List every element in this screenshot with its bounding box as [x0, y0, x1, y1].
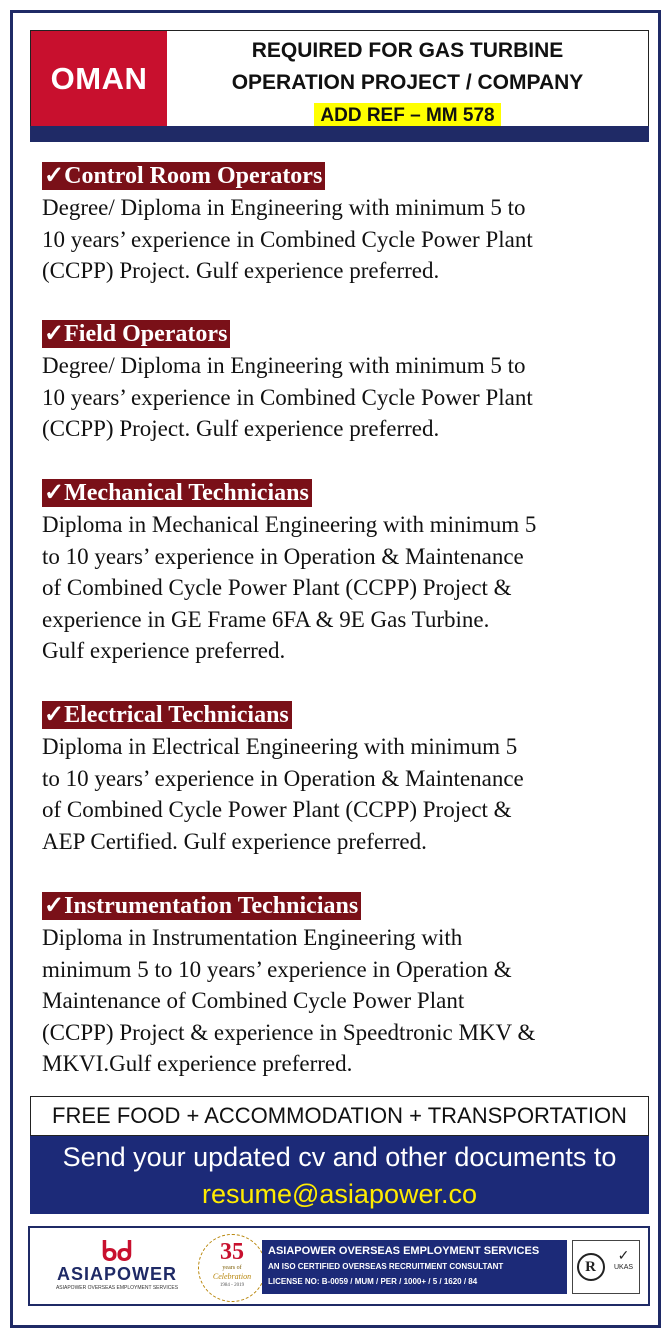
- certification-marks: [572, 1240, 640, 1294]
- description-line: Degree/ Diploma in Engineering with minimum 5 to: [42, 195, 526, 220]
- position-title: ✓Mechanical Technicians: [42, 479, 312, 507]
- description-line: (CCPP) Project. Gulf experience preferred.: [42, 258, 440, 283]
- description-line: (CCPP) Project. Gulf experience preferred.: [42, 416, 440, 441]
- description-line: 10 years’ experience in Combined Cycle Power Plant: [42, 384, 533, 410]
- description-line: Diploma in Instrumentation Engineering with: [42, 925, 463, 950]
- apply-banner: [30, 1136, 649, 1214]
- position-description: [42, 731, 642, 857]
- email-link[interactable]: resume@asiapower.co: [201, 1179, 478, 1209]
- description-line: Diploma in Mechanical Engineering with minimum 5: [42, 512, 537, 537]
- description-line: (CCPP) Project & experience in Speedtronic MKV &: [42, 1019, 536, 1045]
- description-line: Maintenance of Combined Cycle Power Plant: [42, 988, 465, 1013]
- anniversary-badge-icon: [198, 1234, 266, 1302]
- description-line: Gulf experience preferred.: [42, 638, 286, 663]
- description-line: experience in GE Frame 6FA & 9E Gas Turbine.: [42, 606, 490, 632]
- reference-code: ADD REF – MM 578: [314, 103, 500, 129]
- position-description: [42, 509, 642, 667]
- description-line: Diploma in Electrical Engineering with minimum 5: [42, 734, 518, 759]
- description-line: AEP Certified. Gulf experience preferred.: [42, 828, 427, 854]
- company-logo: [42, 1238, 192, 1298]
- badge-number: 35: [220, 1239, 244, 1265]
- header-title-line1: REQUIRED FOR GAS TURBINE: [251, 39, 564, 62]
- benefits-banner: FREE FOOD + ACCOMMODATION + TRANSPORTATION: [30, 1096, 649, 1136]
- position-description: [42, 922, 642, 1080]
- description-line: MKVI.Gulf experience preferred.: [42, 1051, 353, 1076]
- position-title: ✓Field Operators: [42, 320, 230, 348]
- header-divider-bar: [30, 126, 649, 142]
- position-title: ✓Control Room Operators: [42, 162, 325, 190]
- position-description: [42, 192, 642, 287]
- ukas-label: UKAS: [613, 1264, 634, 1271]
- company-name: ASIAPOWER OVERSEAS EMPLOYMENT SERVICES: [268, 1245, 540, 1257]
- description-line: of Combined Cycle Power Plant (CCPP) Project &: [42, 575, 512, 600]
- description-line: to 10 years’ experience in Operation & Maintenance: [42, 543, 524, 569]
- position-mechanical-technicians: [42, 479, 642, 667]
- license-number: LICENSE NO: B-0059 / MUM / PER / 1000+ / 5 / 1620 / 84: [268, 1277, 478, 1286]
- position-control-room-operators: [42, 162, 642, 287]
- ukas-icon: ✓ UKAS: [612, 1247, 636, 1287]
- position-title: ✓Electrical Technicians: [42, 701, 292, 729]
- description-line: Degree/ Diploma in Engineering with minimum 5 to: [42, 353, 526, 378]
- footer: [28, 1226, 650, 1306]
- country-label: OMAN: [31, 31, 167, 126]
- description-line: minimum 5 to 10 years’ experience in Operation &: [42, 956, 512, 982]
- badge-years: years of: [222, 1265, 242, 1271]
- description-line: to 10 years’ experience in Operation & Maintenance: [42, 765, 524, 791]
- description-line: of Combined Cycle Power Plant (CCPP) Project &: [42, 797, 512, 822]
- header-title: [171, 35, 644, 131]
- badge-celebration: Celebration: [212, 1272, 252, 1281]
- description-line: 10 years’ experience in Combined Cycle Power Plant: [42, 226, 533, 252]
- apply-instruction: Send your updated cv and other documents to: [62, 1142, 617, 1172]
- registered-mark-icon: R: [577, 1253, 605, 1281]
- position-title: ✓Instrumentation Technicians: [42, 892, 361, 920]
- iso-statement: AN ISO CERTIFIED OVERSEAS RECRUITMENT CONSULTANT: [268, 1262, 504, 1271]
- logo-mark-icon: ᑲᑯ: [100, 1236, 134, 1266]
- badge-span: 1984 - 2019: [219, 1283, 245, 1288]
- logo-tagline: ASIAPOWER OVERSEAS EMPLOYMENT SERVICES: [55, 1285, 179, 1291]
- header: [30, 30, 649, 128]
- position-description: [42, 350, 642, 445]
- position-field-operators: [42, 320, 642, 445]
- position-electrical-technicians: [42, 701, 642, 857]
- logo-name: ASIAPOWER: [56, 1264, 177, 1284]
- company-info: [262, 1240, 567, 1294]
- header-title-line2: OPERATION PROJECT / COMPANY: [231, 71, 584, 94]
- position-instrumentation-technicians: [42, 892, 642, 1080]
